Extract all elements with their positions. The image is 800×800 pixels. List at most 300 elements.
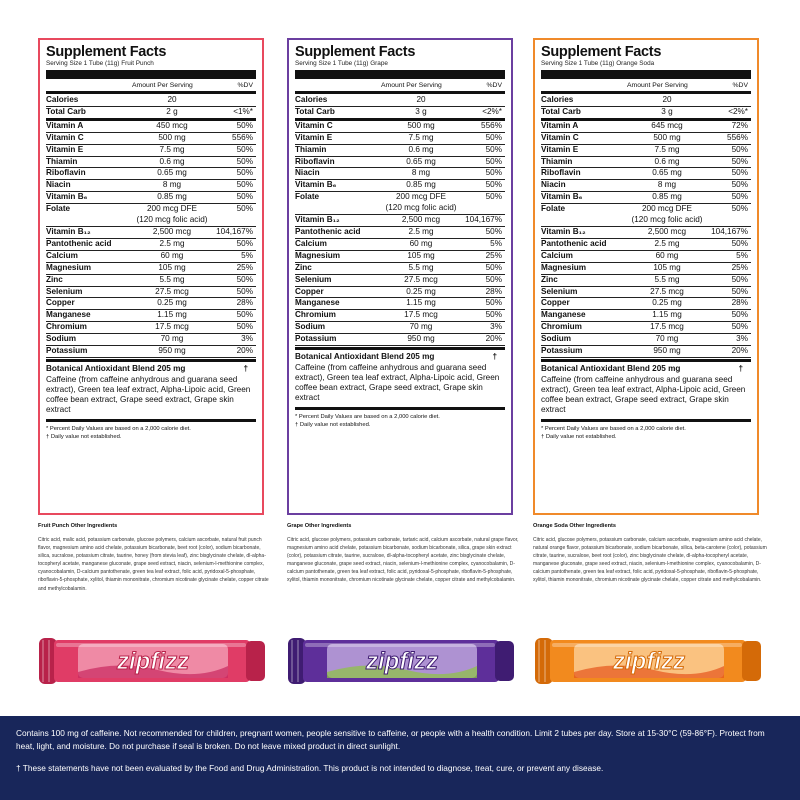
nutrient-amount: 0.85 mg (406, 180, 436, 190)
product-tube-fruit-punch (38, 632, 266, 690)
ingredients-title: Orange Soda Other Ingredients (533, 523, 616, 529)
nutrient-dv: 50% (485, 274, 502, 284)
nutrient-dv: 50% (485, 144, 502, 154)
nutrient-row (46, 310, 256, 322)
brand-logo: zipfizz (366, 648, 438, 675)
facts-title: Supplement Facts (541, 44, 662, 60)
facts-title: Supplement Facts (46, 44, 167, 60)
nutrient-row (541, 275, 751, 287)
nutrient-amount: 70 mg (655, 334, 679, 344)
nutrient-amount: 200 mcg DFE (120 mcg folic acid) (136, 204, 208, 225)
nutrient-dv: 28% (731, 298, 748, 308)
nutrient-amount: 105 mg (653, 262, 681, 272)
nutrient-row (541, 192, 751, 204)
nutrient-amount: 500 mg (158, 132, 186, 142)
ingredients-text: Citric acid, malic acid, potassium carbonate, glucose polymers, calcium ascorbate, natural fruit punch flavor, magnesium amino acid chelate, potassium bicarbonate, beet root (color), sodium bicarbonate, silica, sucralose, potassium citrate, taurine, honey (from stevia leaf), zinc bisglycinate chelate, dl-alpha-tocopheryl acetate, manganese gluconate, grape seed extract, niacin, selenium-l-methionine complex, cyanocobalamin, D-calcium pantothenate, green tea leaf extract, folic acid, pyridoxal-5-phosphate, riboflavin-5-phosphate, xylitol, thiamin mononitrate, chromium nicotinate glycinate chelate, copper citrate and methylcobalamin. (38, 537, 269, 592)
nutrient-name: Calcium (541, 250, 573, 260)
nutrient-amount: 0.65 mg (157, 168, 187, 178)
nutrient-row (541, 322, 751, 334)
facts-footnotes (46, 419, 256, 441)
nutrient-row (541, 346, 751, 358)
nutrient-row (295, 298, 505, 310)
nutrient-name: Zinc (541, 274, 558, 284)
nutrient-dv: 50% (485, 156, 502, 166)
nutrient-name: Vitamin E (295, 132, 333, 142)
nutrient-name: Vitamin B₆ (541, 192, 583, 202)
nutrient-row (295, 287, 505, 299)
nutrient-amount: 5.5 mg (408, 262, 434, 272)
footnote-dv: * Percent Daily Values are based on a 2,000 calorie diet. (46, 425, 191, 432)
nutrient-name: Vitamin A (46, 120, 84, 130)
nutrient-name: Vitamin B₁₂ (46, 226, 91, 236)
nutrient-dv: 3% (736, 334, 748, 344)
nutrient-row (295, 251, 505, 263)
nutrient-row (541, 334, 751, 346)
nutrient-dv: 50% (731, 310, 748, 320)
nutrient-amount: 27.5 mcg (650, 286, 684, 296)
nutrient-name: Vitamin B₆ (295, 180, 337, 190)
nutrient-dv: 5% (736, 250, 748, 260)
nutrient-row (295, 334, 505, 346)
nutrient-name: Selenium (295, 274, 332, 284)
dv-header: %DV (237, 82, 253, 89)
product-tube-grape (287, 632, 515, 690)
dv-header: %DV (732, 82, 748, 89)
nutrient-name: Vitamin C (295, 120, 333, 130)
facts-footnotes (295, 407, 505, 429)
nutrient-name: Vitamin C (46, 132, 84, 142)
nutrient-name: Vitamin E (46, 144, 84, 154)
nutrient-amount: 17.5 mcg (155, 322, 189, 332)
nutrient-dv: 20% (236, 346, 253, 356)
botanical-blend (295, 347, 505, 403)
nutrient-name: Selenium (46, 286, 83, 296)
nutrient-row (46, 168, 256, 180)
nutrient-row (295, 168, 505, 180)
nutrient-amount: 3 g (415, 106, 427, 116)
nutrient-name: Calories (541, 95, 574, 104)
nutrient-amount: 105 mg (158, 262, 186, 272)
nutrient-amount: 0.25 mg (157, 298, 187, 308)
nutrient-amount: 8 mg (657, 180, 677, 190)
nutrient-dv: 3% (241, 334, 253, 344)
nutrient-rows (541, 95, 751, 358)
nutrient-name: Thiamin (295, 144, 327, 154)
nutrient-row (295, 145, 505, 157)
nutrient-amount: 20 (416, 95, 426, 104)
nutrient-dv: 50% (731, 180, 748, 190)
nutrient-amount: 2,500 mcg (152, 226, 192, 236)
nutrient-amount: 1.15 mg (652, 310, 682, 320)
nutrient-row (295, 310, 505, 322)
tube-highlight (56, 643, 246, 647)
nutrient-amount: 8 mg (162, 180, 182, 190)
nutrient-dv: 50% (485, 168, 502, 178)
footnote-dagger: † Daily value not established. (541, 433, 617, 440)
nutrient-dv: 72% (731, 120, 748, 130)
nutrient-dv: 28% (485, 286, 502, 296)
nutrient-amount: 2,500 mcg (401, 215, 441, 225)
nutrient-amount: 200 mcg DFE (120 mcg folic acid) (385, 192, 457, 213)
nutrient-name: Niacin (295, 168, 320, 178)
ingredients-text: Citric acid, glucose polymers, potassium carbonate, tartaric acid, calcium ascorbate, natural grape flavor, magnesium amino acid chelate, potassium bicarbonate, sodium bicarbonate, silica, grape skin extract (color), potassium citrate, taurine, sucralose, dl-alpha-tocopheryl acetate, zinc bisglycinate chelate, manganese gluconate, grape seed extract, niacin, selenium-l-methionine complex, cyanocobalamin, D-calcium pantothenate, green tea leaf extract, folic acid, pyridoxal-5-phosphate, riboflavin-5-phosphate, xylitol, thiamin mononitrate, chromium nicotinate glycinate chelate, copper citrate and methylcobalamin. (287, 537, 519, 584)
nutrient-dv: 50% (485, 310, 502, 320)
nutrient-name: Magnesium (46, 262, 92, 272)
nutrient-row (541, 168, 751, 180)
nutrient-name: Thiamin (541, 156, 573, 166)
nutrient-amount: 60 mg (409, 238, 433, 248)
nutrient-row (46, 251, 256, 263)
nutrient-dv: 50% (731, 274, 748, 284)
nutrient-name: Folate (541, 204, 566, 214)
nutrient-amount: 950 mg (653, 346, 681, 356)
nutrient-name: Potassium (46, 346, 88, 356)
nutrient-row (46, 145, 256, 157)
nutrient-name: Copper (295, 286, 324, 296)
nutrient-dv: 50% (236, 156, 253, 166)
nutrient-dv: <2%* (482, 106, 502, 116)
nutrient-dv: 5% (490, 238, 502, 248)
nutrient-name: Manganese (46, 310, 91, 320)
nutrient-row (295, 133, 505, 145)
nutrient-amount: 200 mcg DFE (120 mcg folic acid) (631, 204, 703, 225)
nutrient-row (541, 239, 751, 251)
nutrient-dv: 556% (232, 132, 253, 142)
nutrient-name: Calories (295, 95, 328, 104)
nutrient-dv: 50% (731, 192, 748, 202)
nutrient-row (46, 334, 256, 346)
nutrient-name: Sodium (295, 322, 326, 332)
ingredients-title: Grape Other Ingredients (287, 523, 352, 529)
nutrient-dv: 50% (236, 144, 253, 154)
nutrient-dv: 50% (236, 180, 253, 190)
nutrient-row (46, 133, 256, 145)
nutrient-amount: 2 g (166, 106, 178, 116)
nutrient-amount: 17.5 mcg (650, 322, 684, 332)
facts-title: Supplement Facts (295, 44, 416, 60)
nutrient-row (46, 204, 256, 227)
nutrient-name: Vitamin E (541, 144, 579, 154)
nutrient-dv: 25% (485, 250, 502, 260)
blend-dagger: † (738, 363, 743, 373)
footnote-dagger: † Daily value not established. (46, 433, 122, 440)
nutrient-row (541, 157, 751, 169)
nutrient-row (295, 322, 505, 334)
other-ingredients-orange-soda (533, 522, 769, 585)
warning-band (0, 716, 800, 800)
nutrient-name: Chromium (46, 322, 87, 332)
botanical-blend (541, 359, 751, 415)
tube-highlight (552, 643, 742, 647)
nutrient-row (541, 121, 751, 133)
nutrient-dv: 50% (731, 286, 748, 296)
tube-cap-left-ridge (544, 640, 546, 682)
amount-header: Amount Per Serving (132, 82, 193, 89)
nutrient-row (541, 204, 751, 227)
nutrient-dv: 50% (485, 180, 502, 190)
nutrient-name: Total Carb (46, 106, 86, 116)
nutrient-name: Vitamin A (541, 120, 579, 130)
nutrient-name: Zinc (295, 262, 312, 272)
tube-cap-left-ridge (538, 640, 540, 682)
caffeine-warning-text: Contains 100 mg of caffeine. Not recommended for children, pregnant women, people sensitive to caffeine, or people with a health condition. Limit 2 tubes per day. Store at 15-30°C (59-86°F). Protect from heat, light, and moisture. Do not purchase if seal is broken. Do not leave mixed product in direct sunlight. (16, 728, 765, 751)
nutrient-row (46, 287, 256, 299)
nutrient-name: Folate (46, 204, 71, 214)
nutrient-amount: 5.5 mg (654, 274, 680, 284)
nutrient-dv: 50% (236, 286, 253, 296)
nutrient-name: Pantothenic acid (295, 226, 361, 236)
nutrient-name: Folate (295, 192, 320, 202)
tube-cap-left-ridge (297, 640, 299, 682)
nutrient-rows (295, 95, 505, 346)
nutrient-amount: 20 (167, 95, 177, 104)
other-ingredients-fruit-punch (38, 522, 274, 593)
ingredients-text: Citric acid, glucose polymers, potassium carbonate, calcium ascorbate, magnesium amino acid chelate, natural orange flavor, potassium bicarbonate, sodium bicarbonate, silica, beta-carotene (color), potassium citrate, taurine, sucralose, beet root (color), zinc bisglycinate chelate, dl-alpha-tocopheryl acetate, manganese gluconate, grape seed extract, niacin, selenium-l-methionine complex, cyanocobalamin, D-calcium pantothenate, green tea leaf extract, folic acid, pyridoxal-5-phosphate, riboflavin-5-phosphate, xylitol, thiamin mononitrate, chromium nicotinate glycinate chelate, copper citrate and methylcobalamin. (533, 537, 767, 584)
nutrient-name: Calcium (46, 250, 78, 260)
nutrient-name: Pantothenic acid (541, 238, 607, 248)
supplement-facts-panel-grape (287, 38, 513, 515)
facts-header (541, 81, 751, 94)
tube-cap-left-ridge (291, 640, 293, 682)
nutrient-row (295, 263, 505, 275)
amount-header: Amount Per Serving (627, 82, 688, 89)
nutrient-dv: 50% (485, 298, 502, 308)
nutrient-row (541, 107, 751, 121)
nutrient-dv: 104,167% (216, 226, 253, 236)
nutrient-name: Manganese (295, 298, 340, 308)
nutrient-rows (46, 95, 256, 358)
nutrient-row (295, 192, 505, 215)
nutrient-amount: 3 g (661, 106, 673, 116)
nutrient-name: Pantothenic acid (46, 238, 112, 248)
nutrient-amount: 0.85 mg (652, 192, 682, 202)
nutrient-amount: 950 mg (407, 334, 435, 344)
nutrient-row (541, 145, 751, 157)
nutrient-name: Vitamin B₁₂ (295, 215, 340, 225)
nutrient-amount: 2,500 mcg (647, 226, 687, 236)
nutrient-dv: 556% (481, 120, 502, 130)
nutrient-dv: 50% (731, 238, 748, 248)
nutrient-name: Niacin (46, 180, 71, 190)
nutrient-dv: 50% (485, 192, 502, 202)
nutrient-dv: 50% (731, 144, 748, 154)
nutrient-row (295, 227, 505, 239)
nutrient-amount: 950 mg (158, 346, 186, 356)
tube-cap-right (742, 641, 761, 681)
supplement-facts-panel-fruit-punch (38, 38, 264, 515)
nutrient-amount: 0.25 mg (652, 298, 682, 308)
nutrient-name: Vitamin B₁₂ (541, 226, 586, 236)
nutrient-amount: 450 mcg (156, 120, 188, 130)
nutrient-dv: 50% (485, 226, 502, 236)
nutrient-dv: 20% (731, 346, 748, 356)
tube-cap-left-ridge (48, 640, 50, 682)
nutrient-amount: 2.5 mg (654, 238, 680, 248)
nutrient-amount: 1.15 mg (406, 298, 436, 308)
nutrient-dv: 50% (236, 238, 253, 248)
nutrient-row (46, 121, 256, 133)
blend-heading (541, 364, 751, 374)
tube-cap-right (246, 641, 265, 681)
nutrient-name: Total Carb (295, 106, 335, 116)
tube-graphic (287, 632, 515, 690)
nutrient-dv: 5% (241, 250, 253, 260)
nutrient-dv: 50% (236, 120, 253, 130)
nutrient-dv: <2%* (728, 106, 748, 116)
supplement-facts-panel-orange-soda (533, 38, 759, 515)
blend-ingredients: Caffeine (from caffeine anhydrous and guarana seed extract), Green tea leaf extract, Alpha-Lipoic acid, Green coffee bean extract, Grape seed extract, Grape skin extract (295, 363, 500, 402)
nutrient-dv: 50% (731, 322, 748, 332)
nutrient-row (295, 275, 505, 287)
blend-heading (46, 364, 256, 374)
nutrient-row (46, 227, 256, 239)
serving-size: Serving Size 1 Tube (11g) Orange Soda (541, 60, 655, 67)
facts-divider (295, 70, 505, 79)
nutrient-row (295, 239, 505, 251)
footnote-dv: * Percent Daily Values are based on a 2,000 calorie diet. (541, 425, 686, 432)
nutrient-dv: 556% (727, 132, 748, 142)
nutrient-name: Zinc (46, 274, 63, 284)
amount-header: Amount Per Serving (381, 82, 442, 89)
nutrient-row (295, 157, 505, 169)
nutrient-name: Total Carb (541, 106, 581, 116)
nutrient-amount: 27.5 mcg (404, 274, 438, 284)
brand-logo: zipfizz (117, 648, 189, 675)
nutrient-name: Manganese (541, 310, 586, 320)
nutrient-row (541, 287, 751, 299)
nutrient-dv: 50% (236, 168, 253, 178)
nutrient-name: Chromium (541, 322, 582, 332)
nutrient-name: Riboflavin (46, 168, 86, 178)
blend-ingredients: Caffeine (from caffeine anhydrous and guarana seed extract), Green tea leaf extract, Alpha-Lipoic acid, Green coffee bean extract, Grape seed extract, Grape skin extract (46, 374, 251, 414)
nutrient-dv: 50% (236, 310, 253, 320)
facts-divider (46, 70, 256, 79)
nutrient-dv: 20% (485, 334, 502, 344)
nutrient-amount: 17.5 mcg (404, 310, 438, 320)
nutrient-amount: 2.5 mg (159, 238, 185, 248)
nutrient-dv: 28% (236, 298, 253, 308)
nutrient-name: Calcium (295, 238, 327, 248)
nutrient-amount: 5.5 mg (159, 274, 185, 284)
nutrient-row (46, 157, 256, 169)
tube-cap-left-ridge (42, 640, 44, 682)
facts-header (295, 81, 505, 94)
brand-logo: zipfizz (613, 648, 685, 675)
tube-graphic (38, 632, 266, 690)
nutrient-amount: 70 mg (160, 334, 184, 344)
nutrient-name: Potassium (541, 346, 583, 356)
nutrient-amount: 60 mg (160, 250, 184, 260)
ingredients-title: Fruit Punch Other Ingredients (38, 523, 118, 529)
serving-size: Serving Size 1 Tube (11g) Grape (295, 60, 388, 67)
nutrient-row (295, 107, 505, 121)
nutrient-row (541, 298, 751, 310)
nutrient-name: Selenium (541, 286, 578, 296)
nutrient-row (46, 275, 256, 287)
nutrient-row (46, 239, 256, 251)
nutrient-dv: 104,167% (711, 226, 748, 236)
nutrient-amount: 1.15 mg (157, 310, 187, 320)
nutrient-dv: 50% (731, 204, 748, 214)
nutrient-dv: 50% (236, 274, 253, 284)
nutrient-name: Chromium (295, 310, 336, 320)
nutrient-amount: 0.25 mg (406, 286, 436, 296)
blend-name: Botanical Antioxidant Blend 205 mg (541, 363, 681, 373)
nutrient-row (541, 180, 751, 192)
nutrient-name: Vitamin B₆ (46, 192, 88, 202)
nutrient-amount: 20 (662, 95, 672, 104)
blend-name: Botanical Antioxidant Blend 205 mg (295, 352, 435, 362)
blend-ingredients: Caffeine (from caffeine anhydrous and guarana seed extract), Green tea leaf extract, Alpha-Lipoic acid, Green coffee bean extract, Grape seed extract, Grape skin extract (541, 374, 746, 414)
nutrient-amount: 8 mg (411, 168, 431, 178)
nutrient-name: Potassium (295, 334, 337, 344)
serving-size: Serving Size 1 Tube (11g) Fruit Punch (46, 60, 154, 67)
nutrient-name: Copper (46, 298, 75, 308)
blend-dagger: † (492, 352, 497, 362)
nutrient-name: Vitamin C (541, 132, 579, 142)
nutrient-dv: 50% (731, 156, 748, 166)
nutrient-row (46, 298, 256, 310)
other-ingredients-grape (287, 522, 523, 585)
tube-cap-right (495, 641, 514, 681)
nutrient-row (295, 180, 505, 192)
nutrient-row (46, 192, 256, 204)
nutrient-amount: 7.5 mg (159, 144, 185, 154)
nutrient-amount: 500 mg (407, 120, 435, 130)
blend-heading (295, 352, 505, 362)
nutrient-row (46, 263, 256, 275)
nutrient-row (295, 121, 505, 133)
nutrient-dv: 104,167% (465, 215, 502, 225)
tube-graphic (534, 632, 762, 690)
nutrient-row (541, 251, 751, 263)
nutrient-dv: 50% (485, 132, 502, 142)
product-tube-orange-soda (534, 632, 762, 690)
nutrient-amount: 0.6 mg (654, 156, 680, 166)
nutrient-amount: 0.65 mg (652, 168, 682, 178)
nutrient-dv: 50% (236, 322, 253, 332)
nutrient-amount: 2.5 mg (408, 226, 434, 236)
nutrient-name: Thiamin (46, 156, 78, 166)
nutrient-name: Copper (541, 298, 570, 308)
footnote-dagger: † Daily value not established. (295, 421, 371, 428)
nutrient-amount: 105 mg (407, 250, 435, 260)
nutrient-amount: 500 mg (653, 132, 681, 142)
nutrient-row (541, 310, 751, 322)
tube-highlight (305, 643, 495, 647)
nutrient-amount: 0.6 mg (408, 144, 434, 154)
nutrient-dv: 3% (490, 322, 502, 332)
blend-name: Botanical Antioxidant Blend 205 mg (46, 363, 186, 373)
nutrient-amount: 27.5 mcg (155, 286, 189, 296)
nutrient-name: Calories (46, 95, 79, 104)
nutrient-row (46, 107, 256, 121)
nutrient-name: Riboflavin (541, 168, 581, 178)
nutrient-amount: 0.85 mg (157, 192, 187, 202)
nutrient-dv: 50% (236, 204, 253, 214)
nutrient-amount: 645 mcg (651, 120, 683, 130)
facts-divider (541, 70, 751, 79)
nutrient-name: Sodium (541, 334, 572, 344)
blend-dagger: † (243, 363, 248, 373)
nutrient-name: Riboflavin (295, 156, 335, 166)
nutrient-amount: 70 mg (409, 322, 433, 332)
nutrient-row (46, 322, 256, 334)
nutrient-row (541, 133, 751, 145)
nutrient-name: Niacin (541, 180, 566, 190)
nutrient-name: Sodium (46, 334, 77, 344)
nutrient-amount: 60 mg (655, 250, 679, 260)
